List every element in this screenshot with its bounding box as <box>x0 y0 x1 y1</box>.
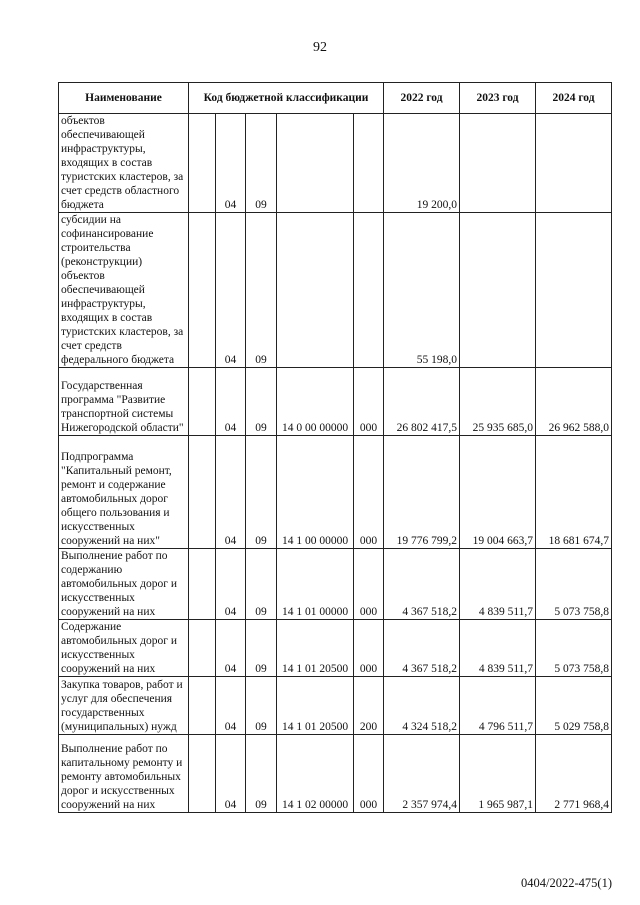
row-value-2022: 4 324 518,2 <box>384 677 460 735</box>
table-row <box>59 213 612 368</box>
row-value-2024: 18 681 674,7 <box>536 436 612 549</box>
row-spacer <box>189 114 216 213</box>
row-name: субсидии на софинансирование строительства (реконструкции) объектов обеспечивающей инфраструктуры, входящих в состав туристских кластеров, за счет средств федерального бюджета <box>59 213 189 368</box>
row-subsection-code: 09 <box>246 114 277 213</box>
row-section-code: 04 <box>216 735 246 813</box>
row-value-2024: 26 962 588,0 <box>536 368 612 436</box>
row-name: Закупка товаров, работ и услуг для обеспечения государственных (муниципальных) нужд <box>59 677 189 735</box>
table-row <box>59 436 612 549</box>
row-value-2023: 4 839 511,7 <box>460 620 536 677</box>
row-expense-type: 000 <box>354 549 384 620</box>
table-row <box>59 368 612 436</box>
row-section-code: 04 <box>216 213 246 368</box>
row-subsection-code: 09 <box>246 368 277 436</box>
header-code: Код бюджетной классификации <box>189 83 384 114</box>
row-target-article: 14 1 01 20500 <box>277 677 354 735</box>
header-2023: 2023 год <box>460 83 536 114</box>
row-value-2023: 25 935 685,0 <box>460 368 536 436</box>
row-spacer <box>189 620 216 677</box>
row-expense-type <box>354 213 384 368</box>
row-value-2023 <box>460 213 536 368</box>
row-section-code: 04 <box>216 114 246 213</box>
row-spacer <box>189 735 216 813</box>
table-row <box>59 620 612 677</box>
row-spacer <box>189 549 216 620</box>
row-value-2022: 55 198,0 <box>384 213 460 368</box>
row-value-2024: 5 073 758,8 <box>536 549 612 620</box>
row-value-2024: 5 029 758,8 <box>536 677 612 735</box>
row-target-article: 14 0 00 00000 <box>277 368 354 436</box>
row-name: объектов обеспечивающей инфраструктуры, входящих в состав туристских кластеров, за счет средств областного бюджета <box>59 114 189 213</box>
row-value-2023: 4 796 511,7 <box>460 677 536 735</box>
table-row <box>59 549 612 620</box>
row-target-article: 14 1 01 00000 <box>277 549 354 620</box>
row-value-2022: 4 367 518,2 <box>384 620 460 677</box>
row-target-article: 14 1 01 20500 <box>277 620 354 677</box>
table-row <box>59 114 612 213</box>
row-name: Подпрограмма "Капитальный ремонт, ремонт и содержание автомобильных дорог общего пользования и искусственных сооружений на них" <box>59 436 189 549</box>
row-value-2024 <box>536 114 612 213</box>
row-expense-type: 200 <box>354 677 384 735</box>
row-section-code: 04 <box>216 677 246 735</box>
row-value-2022: 4 367 518,2 <box>384 549 460 620</box>
row-value-2022: 2 357 974,4 <box>384 735 460 813</box>
row-target-article <box>277 213 354 368</box>
row-name: Содержание автомобильных дорог и искусственных сооружений на них <box>59 620 189 677</box>
row-subsection-code: 09 <box>246 549 277 620</box>
row-name: Государственная программа "Развитие транспортной системы Нижегородской области" <box>59 368 189 436</box>
page-number: 92 <box>313 40 327 55</box>
row-value-2024: 2 771 968,4 <box>536 735 612 813</box>
row-value-2024 <box>536 213 612 368</box>
row-name: Выполнение работ по капитальному ремонту и ремонту автомобильных дорог и искусственных сооружений на них <box>59 735 189 813</box>
row-value-2024: 5 073 758,8 <box>536 620 612 677</box>
row-value-2022: 26 802 417,5 <box>384 368 460 436</box>
budget-table <box>58 82 612 813</box>
row-spacer <box>189 213 216 368</box>
row-subsection-code: 09 <box>246 620 277 677</box>
row-target-article: 14 1 00 00000 <box>277 436 354 549</box>
row-subsection-code: 09 <box>246 213 277 368</box>
row-expense-type: 000 <box>354 620 384 677</box>
row-target-article <box>277 114 354 213</box>
row-section-code: 04 <box>216 549 246 620</box>
row-spacer <box>189 677 216 735</box>
row-subsection-code: 09 <box>246 436 277 549</box>
table-row <box>59 677 612 735</box>
row-target-article: 14 1 02 00000 <box>277 735 354 813</box>
row-value-2023: 19 004 663,7 <box>460 436 536 549</box>
row-spacer <box>189 436 216 549</box>
row-subsection-code: 09 <box>246 677 277 735</box>
row-spacer <box>189 368 216 436</box>
row-value-2023: 1 965 987,1 <box>460 735 536 813</box>
document-code: 0404/2022-475(1) <box>521 876 612 890</box>
row-section-code: 04 <box>216 436 246 549</box>
row-subsection-code: 09 <box>246 735 277 813</box>
header-name: Наименование <box>59 83 189 114</box>
row-section-code: 04 <box>216 368 246 436</box>
row-expense-type: 000 <box>354 436 384 549</box>
row-name: Выполнение работ по содержанию автомобильных дорог и искусственных сооружений на них <box>59 549 189 620</box>
header-2022: 2022 год <box>384 83 460 114</box>
row-expense-type <box>354 114 384 213</box>
row-section-code: 04 <box>216 620 246 677</box>
row-expense-type: 000 <box>354 735 384 813</box>
row-value-2022: 19 200,0 <box>384 114 460 213</box>
header-2024: 2024 год <box>536 83 612 114</box>
row-value-2023: 4 839 511,7 <box>460 549 536 620</box>
row-value-2022: 19 776 799,2 <box>384 436 460 549</box>
row-expense-type: 000 <box>354 368 384 436</box>
row-value-2023 <box>460 114 536 213</box>
table-row <box>59 735 612 813</box>
header-row <box>59 83 612 114</box>
